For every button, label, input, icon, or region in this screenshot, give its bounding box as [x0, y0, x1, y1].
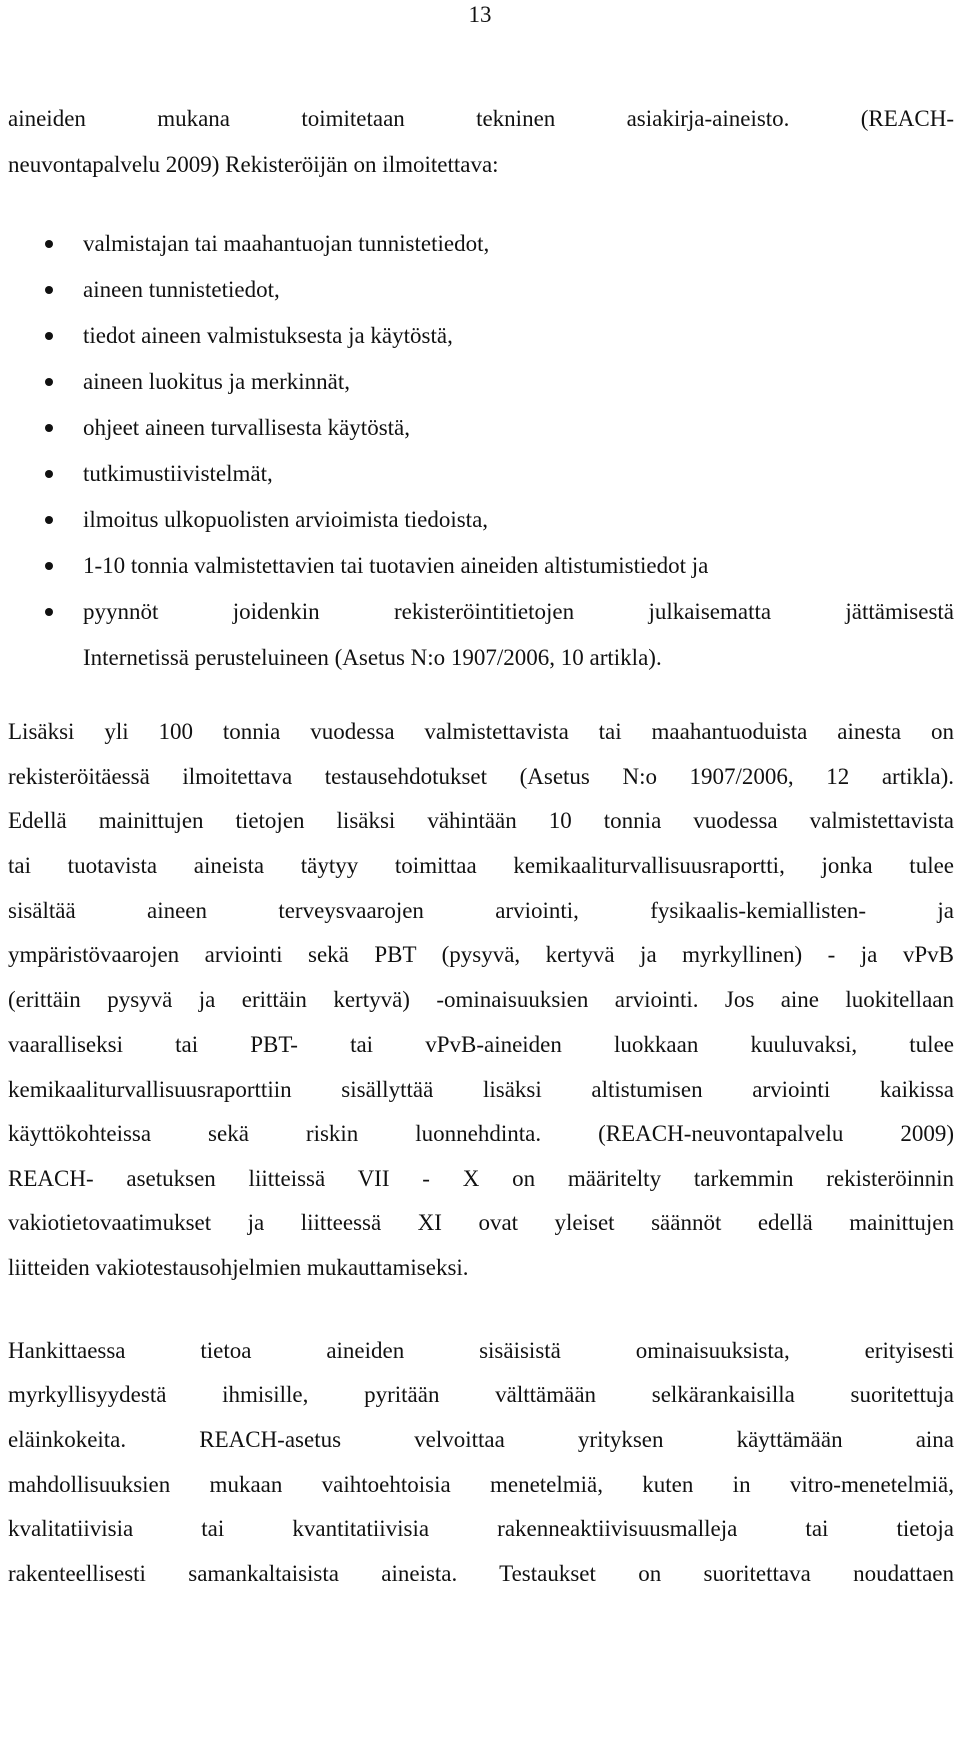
bullet-item: valmistajan tai maahantuojan tunnistetiedot, [83, 231, 490, 256]
page-number: 13 [468, 2, 492, 27]
bullet-dot-icon [45, 286, 53, 294]
bullet-dot-icon [45, 424, 53, 432]
bullet-item: 1-10 tonnia valmistettavien tai tuotavien aineiden altistumistiedot ja [83, 553, 709, 578]
bullet-dot-icon [45, 516, 53, 524]
paragraph-line: myrkyllisyydestä ihmisille, pyritään välttämään selkärankaisilla suoritettuja [8, 1382, 954, 1407]
paragraph-line: (erittäin pysyvä ja erittäin kertyvä) -ominaisuuksien arviointi. Jos aine luokitellaan [8, 987, 954, 1012]
bullet-continuation: Internetissä perusteluineen (Asetus N:o 1907/2006, 10 artikla). [83, 645, 662, 670]
paragraph-line: Edellä mainittujen tietojen lisäksi vähintään 10 tonnia vuodessa valmistettavista [8, 808, 954, 833]
bullet-item: tiedot aineen valmistuksesta ja käytöstä, [83, 323, 453, 348]
bullet-item: pyynnöt joidenkin rekisteröintitietojen julkaisematta jättämisestä [83, 599, 954, 624]
bullet-dot-icon [45, 240, 53, 248]
paragraph-line: liitteiden vakiotestausohjelmien mukauttamiseksi. [8, 1255, 469, 1280]
paragraph-line: eläinkokeita. REACH-asetus velvoittaa yrityksen käyttämään aina [8, 1427, 954, 1452]
paragraph-line: Lisäksi yli 100 tonnia vuodessa valmistettavista tai maahantuoduista ainesta on [8, 719, 954, 744]
bullet-dot-icon [45, 608, 53, 616]
paragraph-line: kemikaaliturvallisuusraporttiin sisällyttää lisäksi altistumisen arviointi kaikissa [8, 1077, 954, 1102]
bullet-dot-icon [45, 562, 53, 570]
paragraph-line: ympäristövaarojen arviointi sekä PBT (pysyvä, kertyvä ja myrkyllinen) - ja vPvB [8, 942, 954, 967]
paragraph-line: rekisteröitäessä ilmoitettava testausehdotukset (Asetus N:o 1907/2006, 12 artikla). [8, 764, 954, 789]
paragraph-line: mahdollisuuksien mukaan vaihtoehtoisia menetelmiä, kuten in vitro-menetelmiä, [8, 1472, 954, 1497]
bullet-item: ilmoitus ulkopuolisten arvioimista tiedoista, [83, 507, 489, 532]
paragraph-line: vakiotietovaatimukset ja liitteessä XI ovat yleiset säännöt edellä mainittujen [8, 1210, 954, 1235]
paragraph-line: Hankittaessa tietoa aineiden sisäisistä ominaisuuksista, erityisesti [8, 1338, 954, 1363]
bullet-item: ohjeet aineen turvallisesta käytöstä, [83, 415, 410, 440]
paragraph-line: vaaralliseksi tai PBT- tai vPvB-aineiden luokkaan kuuluvaksi, tulee [8, 1032, 954, 1057]
bullet-dot-icon [45, 470, 53, 478]
intro-line-2: neuvontapalvelu 2009) Rekisteröijän on ilmoitettava: [8, 152, 499, 177]
bullet-dot-icon [45, 332, 53, 340]
paragraph-line: käyttökohteissa sekä riskin luonnehdinta. (REACH-neuvontapalvelu 2009) [8, 1121, 954, 1146]
bullet-item: aineen luokitus ja merkinnät, [83, 369, 350, 394]
paragraph-line: kvalitatiivisia tai kvantitatiivisia rakenneaktiivisuusmalleja tai tietoja [8, 1516, 954, 1541]
paragraph-line: sisältää aineen terveysvaarojen arviointi, fysikaalis-kemiallisten- ja [8, 898, 954, 923]
bullet-dot-icon [45, 378, 53, 386]
intro-line-1: aineiden mukana toimitetaan tekninen asiakirja-aineisto. (REACH- [8, 106, 954, 131]
bullet-item: tutkimustiivistelmät, [83, 461, 273, 486]
paragraph-line: tai tuotavista aineista täytyy toimittaa kemikaaliturvallisuusraportti, jonka tulee [8, 853, 954, 878]
paragraph-line: REACH- asetuksen liitteissä VII - X on määritelty tarkemmin rekisteröinnin [8, 1166, 954, 1191]
bullet-item: aineen tunnistetiedot, [83, 277, 280, 302]
paragraph-line: rakenteellisesti samankaltaisista aineista. Testaukset on suoritettava noudattaen [8, 1561, 954, 1586]
